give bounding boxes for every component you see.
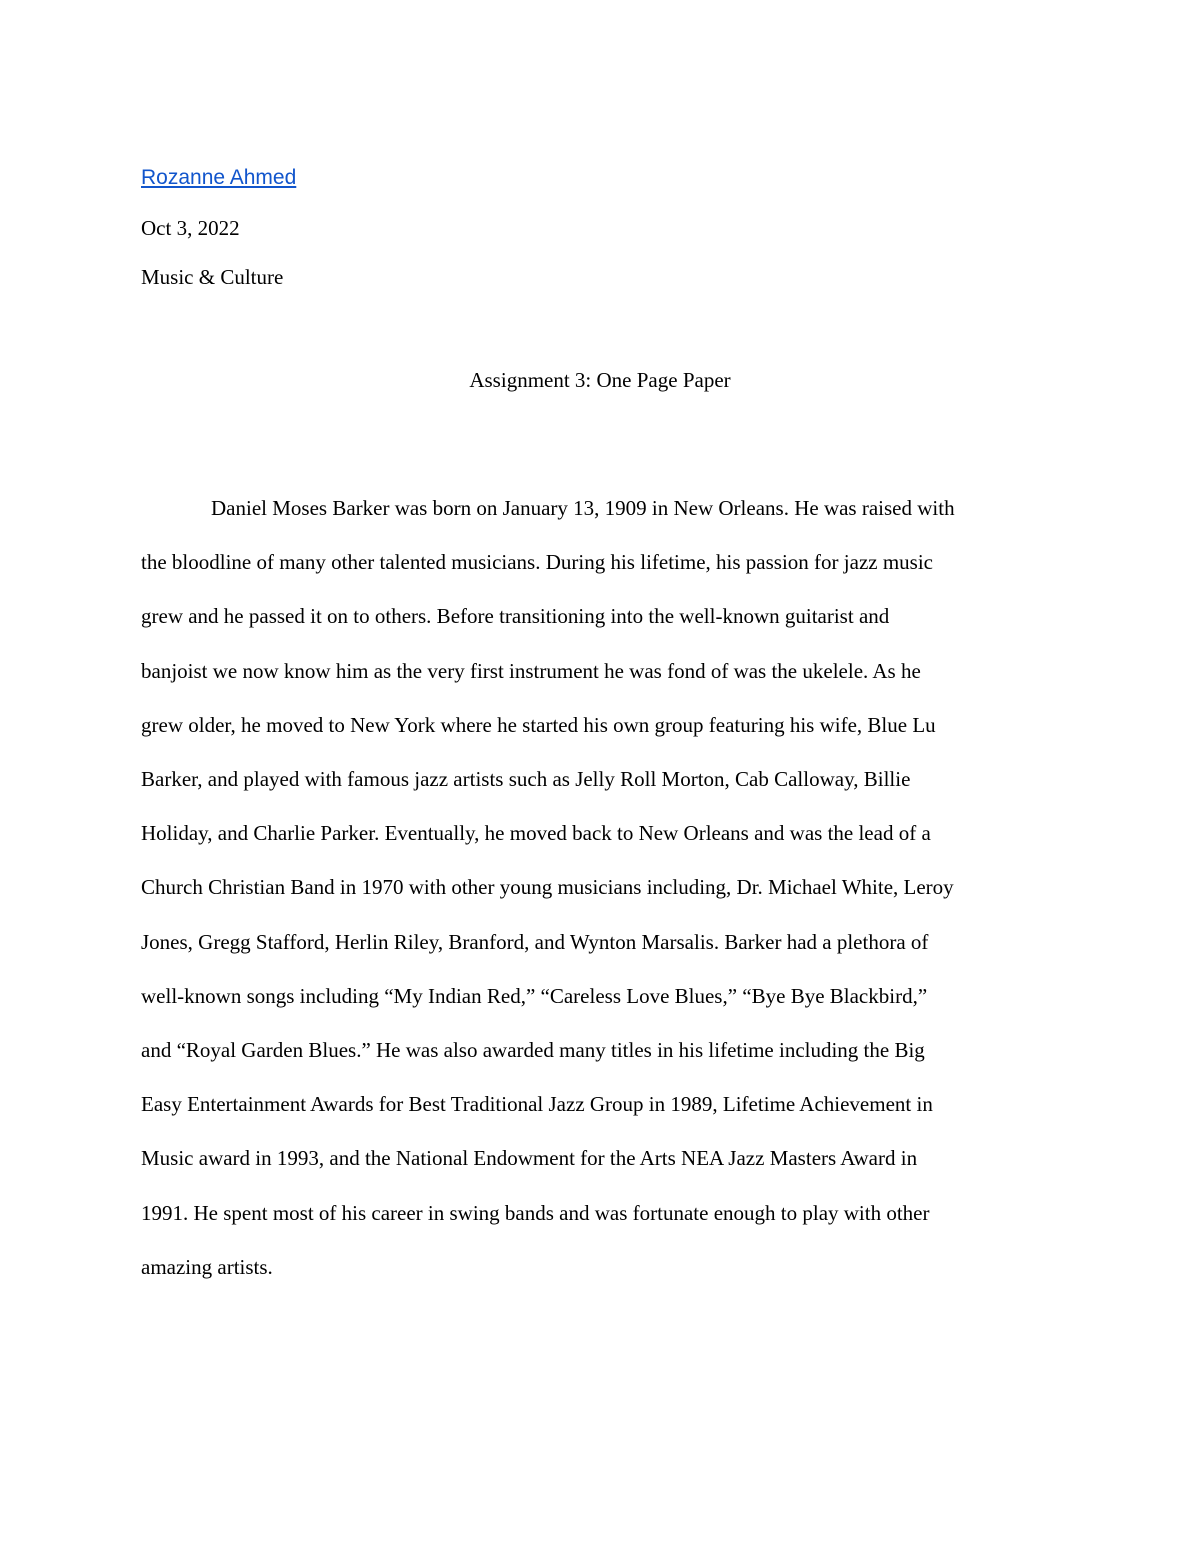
paper-title: Assignment 3: One Page Paper bbox=[469, 368, 731, 392]
body-line: well-known songs including “My Indian Red,” “Careless Love Blues,” “Bye Bye Blackbird,” bbox=[141, 983, 928, 1008]
body-line: Barker, and played with famous jazz artists such as Jelly Roll Morton, Cab Calloway, Billie bbox=[141, 767, 911, 792]
body-line: Jones, Gregg Stafford, Herlin Riley, Branford, and Wynton Marsalis. Barker had a plethora of bbox=[141, 929, 929, 954]
body-line: amazing artists. bbox=[141, 1254, 273, 1279]
body-line: Daniel Moses Barker was born on January 13, 1909 in New Orleans. He was raised with bbox=[211, 496, 955, 520]
body-line: Holiday, and Charlie Parker. Eventually, he moved back to New Orleans and was the lead of a bbox=[141, 821, 931, 846]
author-name-link[interactable]: Rozanne Ahmed bbox=[141, 166, 297, 189]
body-line: and “Royal Garden Blues.” He was also awarded many titles in his lifetime including the Big bbox=[141, 1038, 925, 1063]
body-line: Church Christian Band in 1970 with other young musicians including, Dr. Michael White, Leroy bbox=[141, 875, 954, 900]
body-line: 1991. He spent most of his career in swing bands and was fortunate enough to play with other bbox=[141, 1200, 930, 1225]
course-line: Music & Culture bbox=[141, 265, 284, 289]
body-line: banjoist we now know him as the very first instrument he was fond of was the ukelele. As he bbox=[141, 658, 921, 683]
body-paragraph bbox=[141, 481, 1061, 1294]
body-line: Easy Entertainment Awards for Best Traditional Jazz Group in 1989, Lifetime Achievement in bbox=[141, 1092, 933, 1117]
body-line: the bloodline of many other talented musicians. During his lifetime, his passion for jazz music bbox=[141, 550, 933, 575]
date-line: Oct 3, 2022 bbox=[141, 216, 240, 240]
body-line: grew older, he moved to New York where he started his own group featuring his wife, Blue Lu bbox=[141, 712, 936, 737]
body-line: grew and he passed it on to others. Before transitioning into the well-known guitarist and bbox=[141, 604, 890, 629]
body-line: Music award in 1993, and the National Endowment for the Arts NEA Jazz Masters Award in bbox=[141, 1146, 918, 1171]
